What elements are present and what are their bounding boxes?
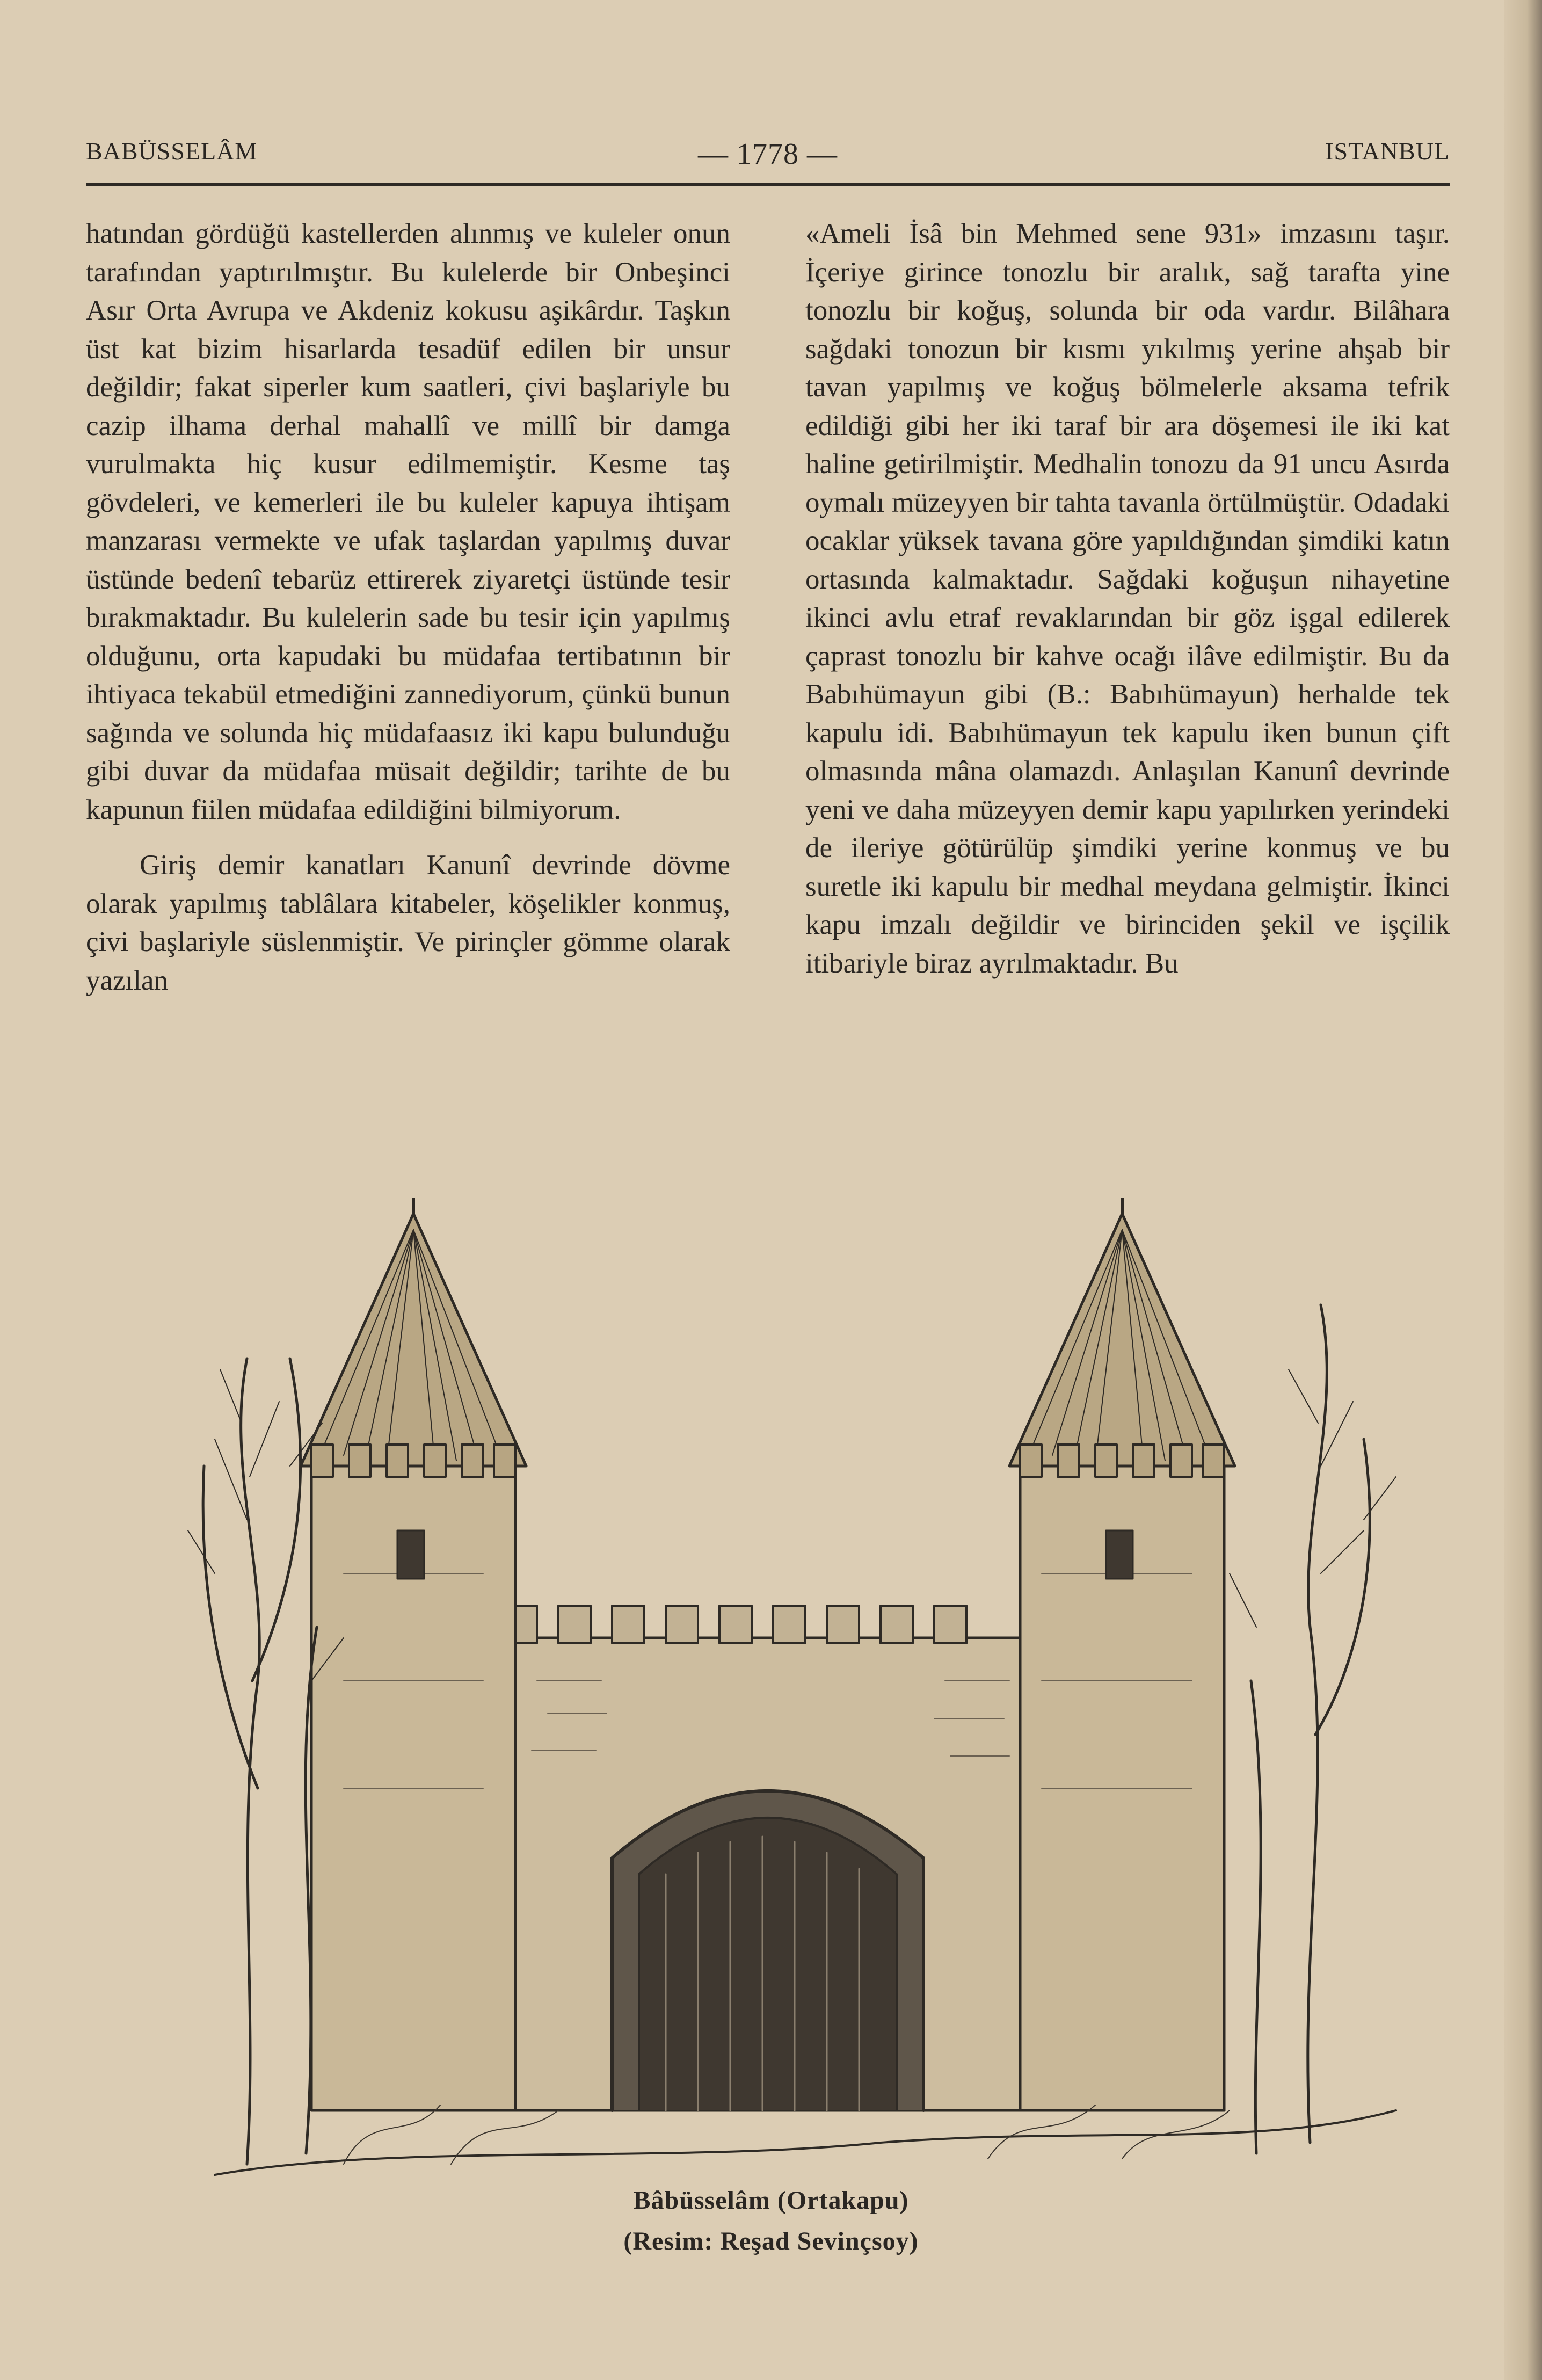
page-edge <box>1504 0 1542 2380</box>
figure-caption <box>0 2180 1542 2262</box>
running-header <box>86 137 1450 175</box>
gate-illustration <box>183 1198 1428 2207</box>
left-paragraph-2: Giriş demir kanatları Kanunî devrinde dövme olarak yapılmış tablâlara kitabeler, köşelikler konmuş, çivi başlariyle süslenmiştir. Ve pirinçler gömme olarak yazılan <box>86 850 730 996</box>
header-title: BABÜSSELÂM <box>86 137 258 165</box>
page-number: — 1778 — <box>698 137 838 171</box>
caption-title: Bâbüsselâm (Ortakapu) <box>633 2186 909 2215</box>
caption-credit: (Resim: Reşad Sevinçsoy) <box>623 2227 919 2255</box>
left-paragraph-1: hatından gördüğü kastellerden alınmış ve kuleler onun tarafından yaptırılmıştır. Bu kulelerde bir Onbeşinci Asır Orta Avrupa ve Akdeniz kokusu aşikârdır. Taşkın üst kat bizim hisarlarda tesadüf edilen bir unsur değildir; fakat siperler kum saatleri, çivi başlariyle bu cazip ilhama derhal mahallî ve millî bir damga vurulmakta hiç kusur edilmemiştir. Kesme taş gövdeleri, ve kemerleri ile bu kuleler kapuya ihtişam manzarası vermekte ve ufak taşlardan yapılmış duvar üstünde bedenî tebarüz ettirerek ziyaretçi üstünde tesir bırakmaktadır. Bu kulelerin sade bu tesir için yapılmış olduğunu, orta kapudaki bu müdafaa tertibatının bir ihtiyaca tekabül etmediğini zannediyorum, çünkü bunun sağında ve solunda hiç müdafaasız iki kapu bulunduğu gibi duvar da müdafaa müsait değildir; tarihte de bu kapunun fiilen müdafaa edildiğini bilmiyorum. <box>86 218 730 825</box>
left-column <box>86 215 730 1000</box>
right-column <box>805 215 1450 983</box>
header-rule <box>86 183 1450 186</box>
right-paragraph-1: «Ameli İsâ bin Mehmed sene 931» imzasını taşır. İçeriye girince tonozlu bir aralık, sağ tarafta yine tonozlu bir koğuş, solunda bir oda vardır. Bilâhara sağdaki tonozun bir kısmı yıkılmış yerine ahşab bir tavan yapılmış ve koğuş bölmelerle aksama tefrik edildiği gibi her iki taraf bir ara döşemesi ile iki kat haline getirilmiştir. Medhalin tonozu da 91 uncu Asırda oymalı müzeyyen bir tahta tavanla örtülmüştür. Odadaki ocaklar yüksek tavana göre yapıldığından şimdiki katın ortasında kalmaktadır. Sağdaki koğuşun nihayetine ikinci avlu etraf revaklarından bir göz işgal edilerek çaprast tonozlu bir kahve ocağı ilâve edilmiştir. Bu da Babıhümayun gibi (B.: Babıhümayun) herhalde tek kapulu idi. Babıhümayun tek kapulu iken bunun çift olmasında mâna olamazdı. Anlaşılan Kanunî devrinde yeni ve daha müzeyyen demir kapu yapılırken yerindeki de ileriye götürülüp şimdiki yerine konmuş ve bu suretle iki kapulu bir medhal meydana gelmiştir. İkinci kapu imzalı değildir ve birinciden şekil ve işçilik itibariyle biraz ayrılmaktadır. Bu <box>805 218 1450 979</box>
header-section: ISTANBUL <box>1325 137 1450 165</box>
